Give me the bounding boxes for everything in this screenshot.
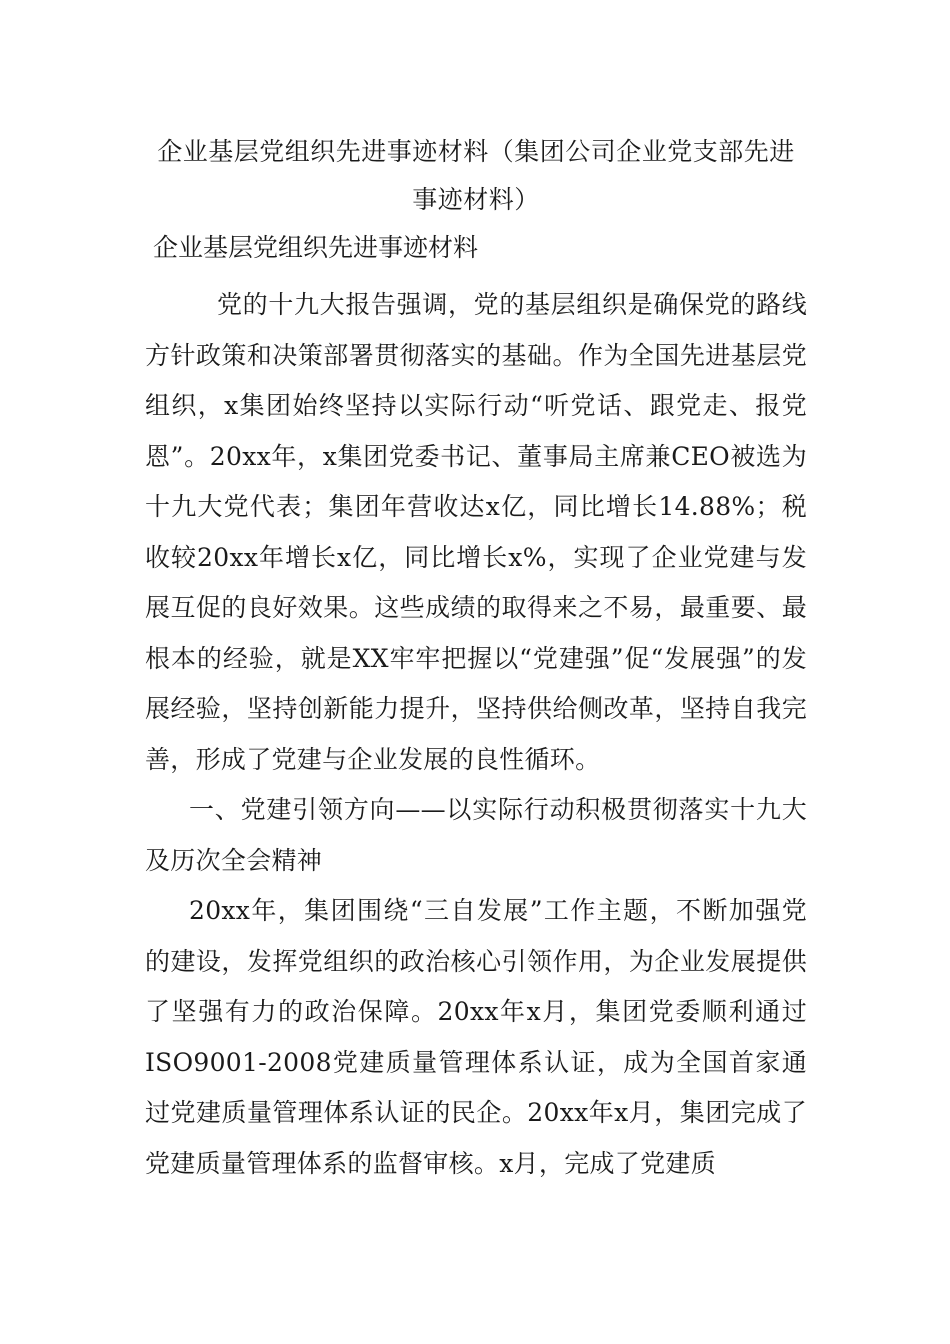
document-page [145,128,807,1189]
document-subtitle: 企业基层党组织先进事迹材料 [153,233,479,262]
document-title: 企业基层党组织先进事迹材料（集团公司企业党支部先进事迹材料） [157,137,795,214]
section-heading-1: 一、党建引领方向——以实际行动积极贯彻落实十九大及历次全会精神 [145,795,807,875]
body-paragraph-section-1: 20xx年，集团围绕“三自发展”工作主题，不断加强党的建设，发挥党组织的政治核心引领作用，为企业发展提供了坚强有力的政治保障。20xx年x月，集团党委顺利通过ISO9001-2008党建质量管理体系认证，成为全国首家通过党建质量管理体系认证的民企。20xx年x月，集团完成了党建质量管理体系的监督审核。x月，完成了党建质 [145,896,807,1178]
body-paragraph-intro: 党的十九大报告强调，党的基层组织是确保党的路线方针政策和决策部署贯彻落实的基础。作为全国先进基层党组织，x集团始终坚持以实际行动“听党话、跟党走、报党恩”。20xx年，x集团党委书记、董事局主席兼CEO被选为十九大党代表；集团年营收达x亿，同比增长14.88%；税收较20xx年增长x亿，同比增长x%，实现了企业党建与发展互促的良好效果。这些成绩的取得来之不易，最重要、最根本的经验，就是XX牢牢把握以“党建强”促“发展强”的发展经验，坚持创新能力提升，坚持供给侧改革，坚持自我完善，形成了党建与企业发展的良性循环。 [145,290,807,774]
